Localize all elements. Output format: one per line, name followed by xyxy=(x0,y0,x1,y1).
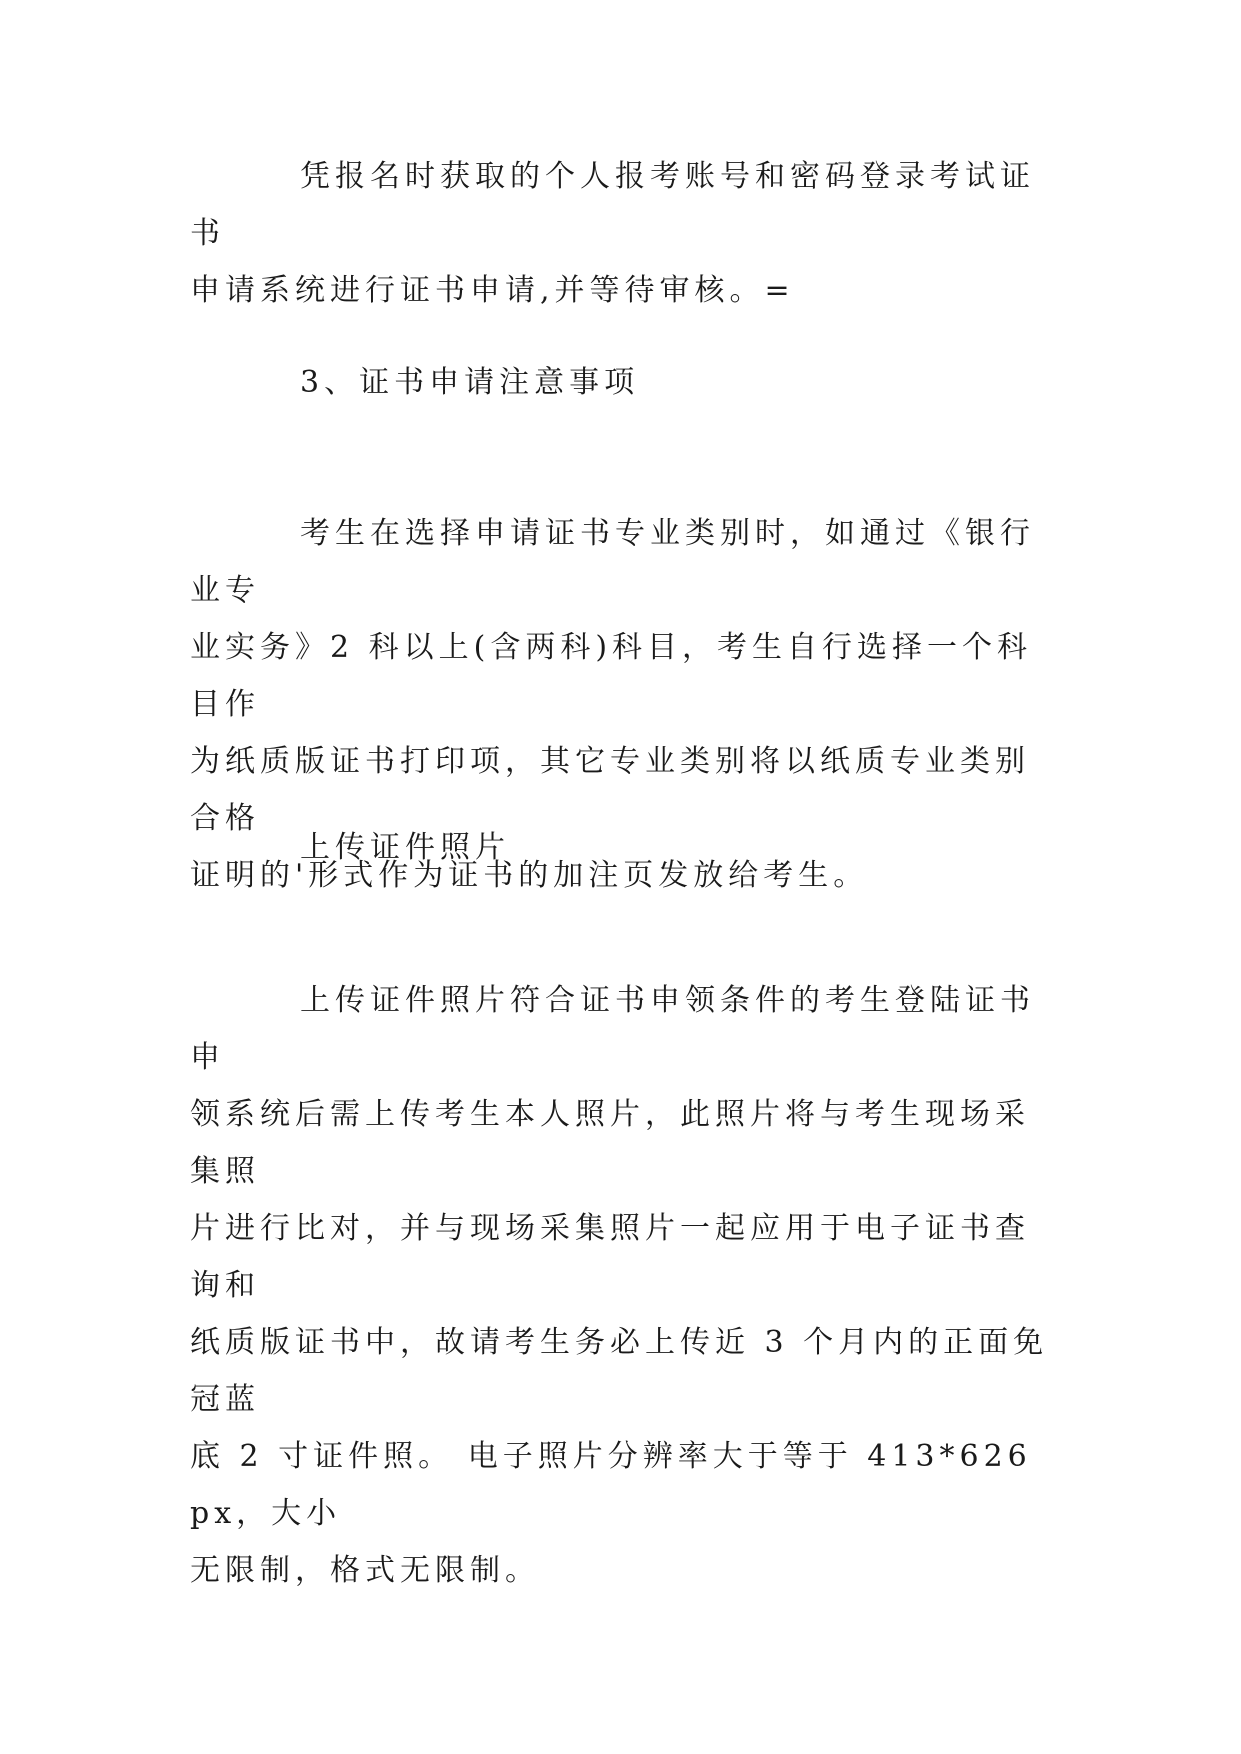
paragraph-line: 底 2 寸证件照。 电子照片分辨率大于等于 413*626px，大小 xyxy=(190,1439,1032,1531)
paragraph-line: 为纸质版证书打印项，其它专业类别将以纸质专业类别合格 xyxy=(190,744,1030,836)
paragraph-line: 上传证件照片符合证书申领条件的考生登陆证书申 xyxy=(190,983,1035,1075)
paragraph-line: 证明的'形式作为证书的加注页发放给考生。 xyxy=(190,858,869,893)
paragraph-line: 片进行比对，并与现场采集照片一起应用于电子证书查询和 xyxy=(190,1211,1030,1303)
paragraph-line: 业实务》2 科以上(含两科)科目，考生自行选择一个科目作 xyxy=(190,630,1033,722)
paragraph-line: 领系统后需上传考生本人照片，此照片将与考生现场采集照 xyxy=(190,1097,1030,1189)
paragraph-line: 凭报名时获取的个人报考账号和密码登录考试证书 xyxy=(190,159,1035,251)
paragraph-line: 考生在选择申请证书专业类别时，如通过《银行业专 xyxy=(190,516,1035,608)
paragraph-login-instructions xyxy=(190,148,1050,319)
section-heading-upload-photo: 上传证件照片 xyxy=(300,830,510,865)
paragraph-line: 无限制，格式无限制。 xyxy=(190,1553,540,1588)
section-heading-notes: 3、证书申请注意事项 xyxy=(300,365,640,400)
paragraph-line: 申请系统进行证书申请,并等待审核。= xyxy=(190,273,795,308)
paragraph-line: 纸质版证书中，故请考生务必上传近 3 个月内的正面免冠蓝 xyxy=(190,1325,1049,1417)
paragraph-photo-requirements xyxy=(190,972,1050,1599)
